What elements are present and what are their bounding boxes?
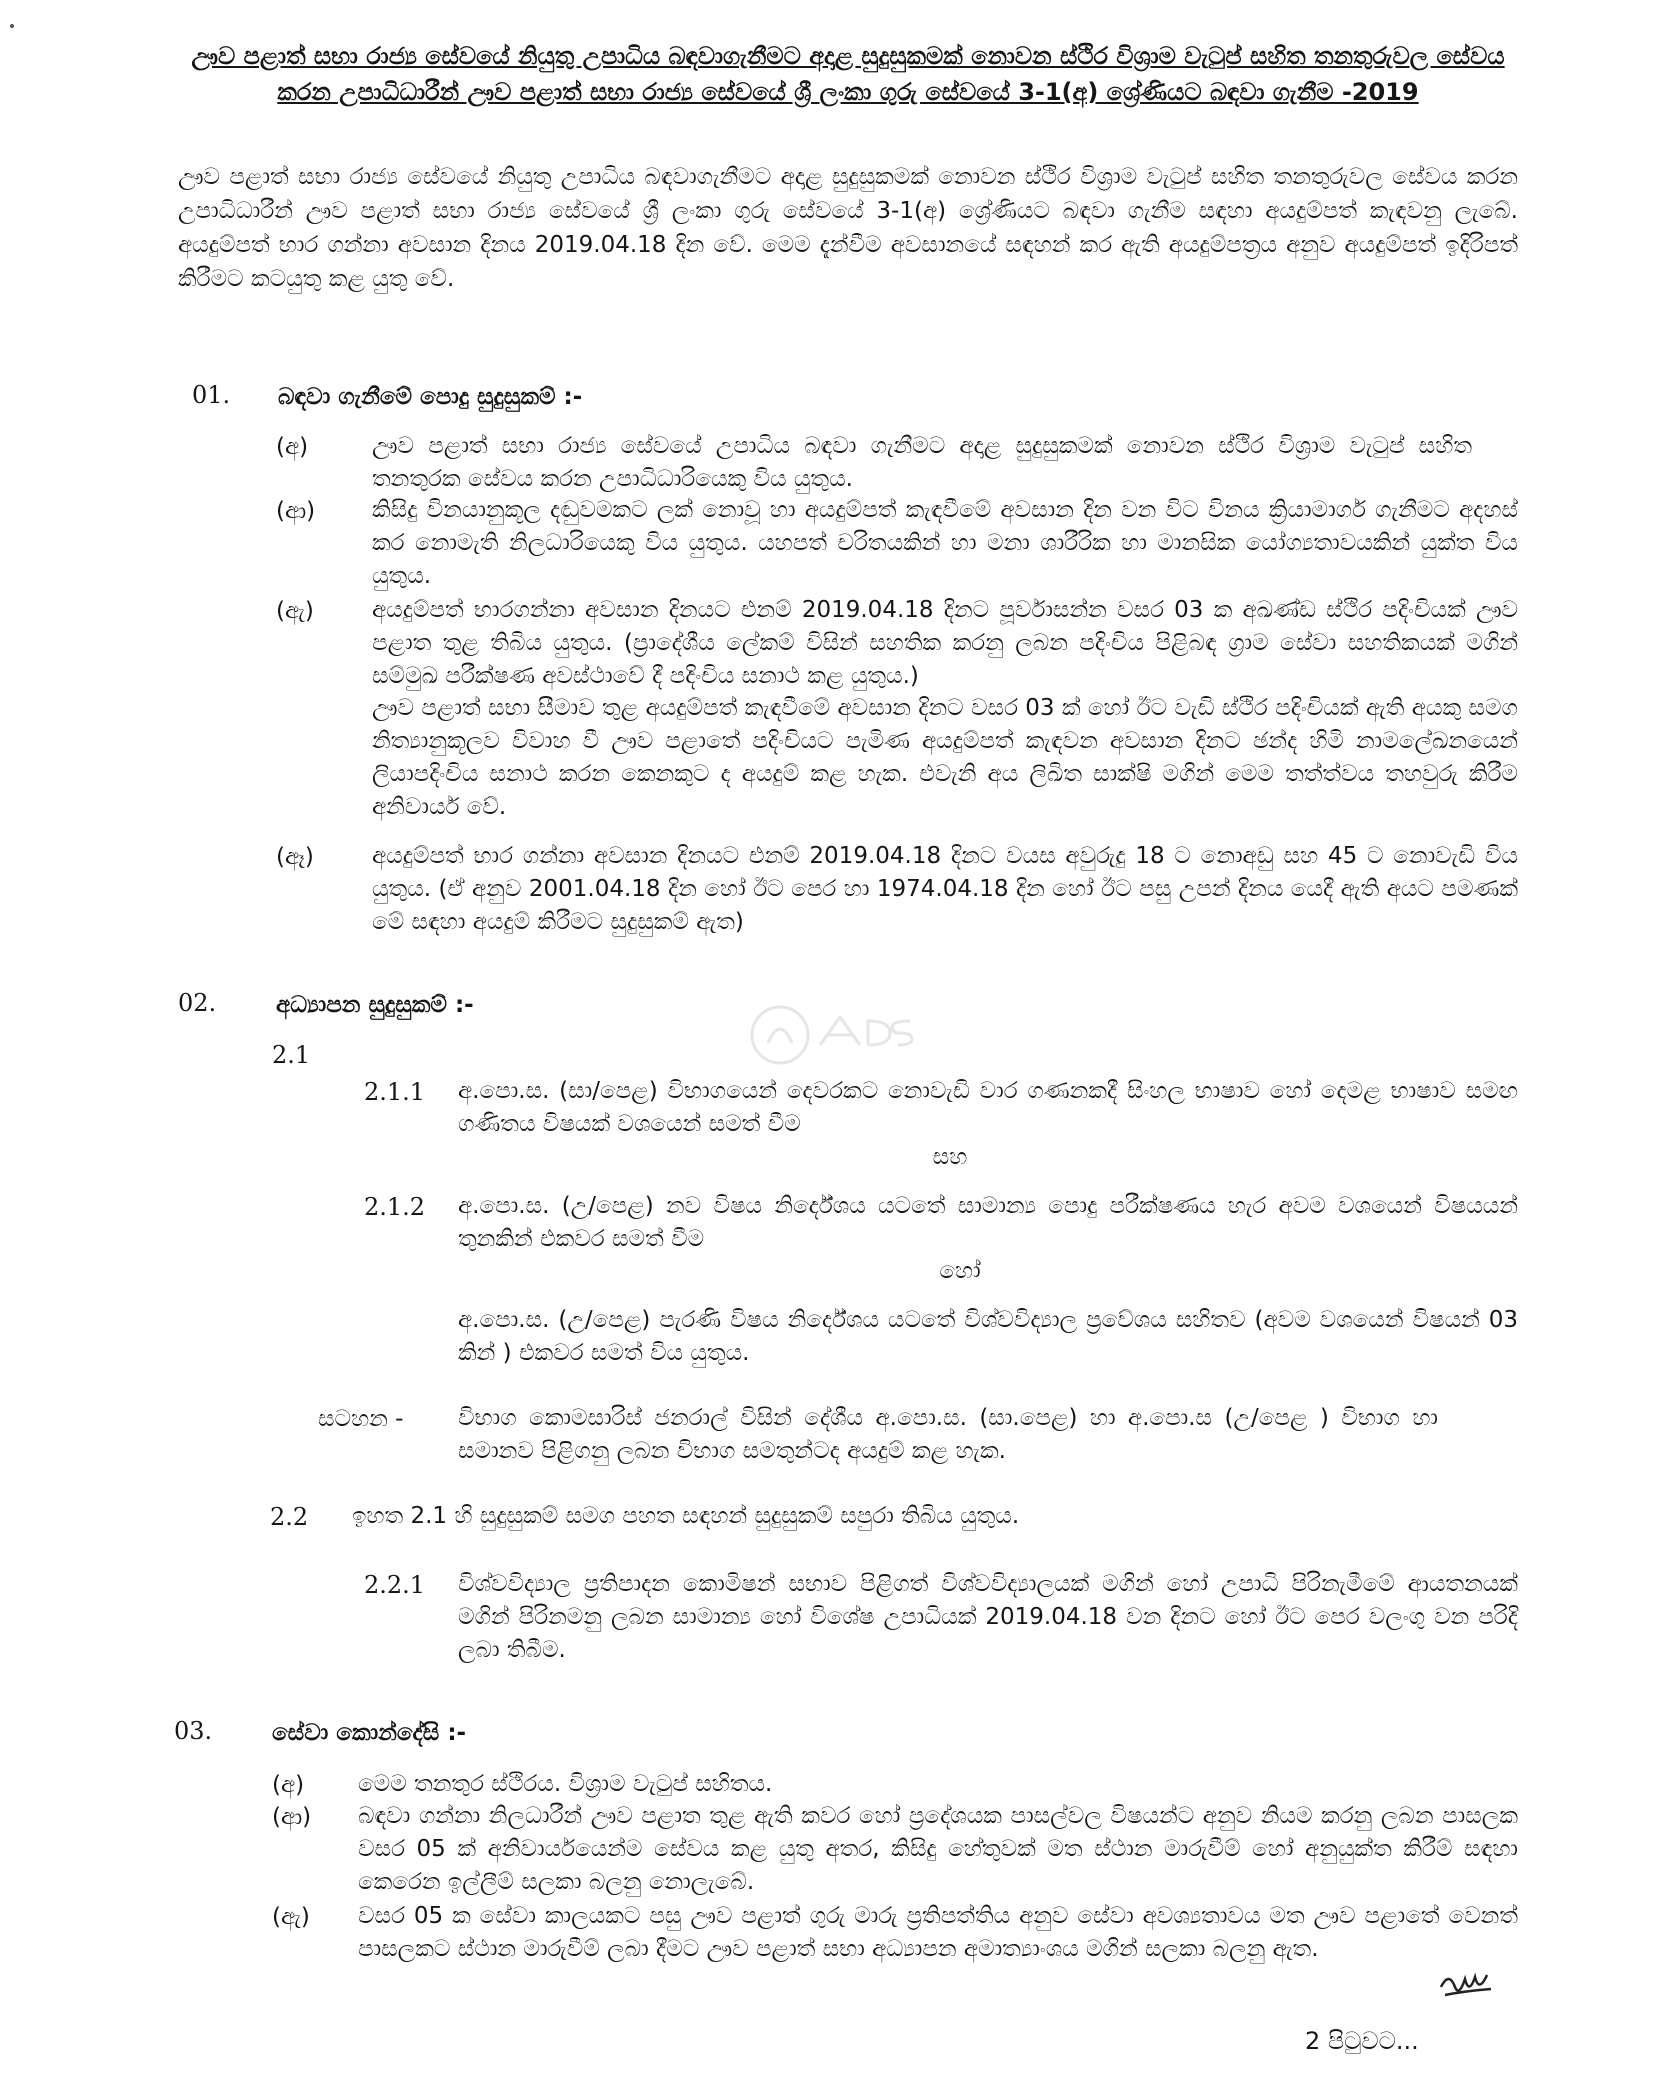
scan-speck-icon: [8, 22, 16, 30]
section-2-number: 02.: [178, 989, 217, 1017]
s1-item-4-text: අයදුම්පත් භාර ගන්නා අවසාන දිනයට එනම් 2019.04.18 දිනට වයස අවුරුදු 18 ට නොඅඩු සහ 45 ට නොවැඩි විය යුතුය. (ඒ අනුව 2001.04.18 දින හෝ ඊට පෙර හා 1974.04.18 දින හෝ ඊට පසු උපන් දිනය යෙදී ඇති අයට පමණක් මේ සඳහා අයදුම් කිරීමට සුදුසුකම් ඇත): [372, 843, 1518, 935]
section-2-heading: අධ්‍යාපන සුදුසුකම් :-: [276, 992, 474, 1018]
item-2-2-1-text: විශ්වවිද්‍යාල ප්‍රතිපාදන කොමිෂන් සභාව පිළිගත් විශ්වවිද්‍යාලයක් මගින් හෝ උපාධි පිරිනැමීමේ ආයතනයක් මගින් පිරිනමනු ලබන සාමාන්‍ය හෝ විශේෂ උපාධියක් 2019.04.18 වන දිනට හෝ ඊට පෙර වලංගු වන පරිදි ලබා තිබීම.: [458, 1571, 1518, 1663]
section-1-heading: බඳවා ගැනීමේ පොදු සුදුසුකම් :-: [278, 384, 583, 410]
item-2-1-2-number: 2.1.2: [364, 1193, 426, 1221]
initials-signature: [1435, 1965, 1495, 2005]
item-2-1-1-number: 2.1.1: [364, 1078, 426, 1106]
item-2-1-2-text: අ.පො.ස. (උ/පෙළ) නව විෂය නිර්දේශය යටතේ සාමාන්‍ය පොදු පරීක්ෂණය හැර අවම වශයෙන් විෂයයන් තුනකින් එකවර සමත් වීම: [458, 1193, 1518, 1252]
section-3-number: 03.: [174, 1717, 213, 1745]
item-2-1-2-alternative-text: අ.පො.ස. (උ/පෙළ) පැරණි විෂය නිර්දේශය යටතේ විශ්වවිද්‍යාල ප්‍රවේශය සහිතව (අවම වශයෙන් විෂයන් 03 කින් ) එකවර සමත් විය යුතුය.: [458, 1307, 1518, 1366]
s1-item-3-text: අයදුම්පත් භාරගන්නා අවසාන දිනයට එනම් 2019.04.18 දිනට පූර්වාසන්න වසර 03 ක අඛණ්ඩ ස්ථිර පදිංචියක් ඌව පළාත තුළ තිබිය යුතුය. (ප්‍රාදේශීය ලේකම් විසින් සහතික කරනු ලබන පදිංචිය පිළිබඳ ග්‍රාම සේවා සහතිකයක් මගින් සම්මුඛ පරීක්ෂණ අවස්ථාවේ දී පදිංචිය සනාථ කළ යුතුය.): [372, 597, 1518, 689]
s1-item-3-text-continued: ඌව පළාත් සභා සීමාව තුළ අයදුම්පත් කැඳවීමේ අවසාන දිනට වසර 03 ක් හෝ ඊට වැඩි ස්ථිර පදිංචියක් ඇති අයකු සමග නිත්‍යානුකූලව විවාහ වී ඌව පළාතේ පදිංචියට පැමිණ අයදුම්පත් කැඳවන අවසාන දිනට ඡන්ද හිමි නාමලේඛනයෙන් ලියාපදිංචිය සනාථ කරන කෙනකුට ද අයදුම් කළ හැක. එවැනි අය ලිඛිත සාක්ෂි මගින් මෙම තත්ත්වය තහවුරු කිරීම අනිවාර්ය වේ.: [372, 695, 1518, 820]
s3-item-2-text: බඳවා ගන්නා නිලධාරීන් ඌව පළාත තුළ ඇති කවර හෝ ප්‍රදේශයක පාසල්වල විෂයන්ට අනුව නියම කරනු ලබන පාසලක වසර 05 ක් අනිවාර්යයෙන්ම සේවය කළ යුතු අතර, කිසිදු හේතුවක් මත ස්ථාන මාරුවීම් හෝ අනුයුක්ත කිරීම් සඳහා කෙරෙන ඉල්ලීම් සලකා බලනු නොලැබේ.: [358, 1803, 1518, 1895]
document-title: ඌව පළාත් සභා රාජ්‍ය සේවයේ නියුතු උපාධිය බඳවාගැනීමට අදාළ සුදුසුකමක් නොවන ස්ථිර විශ්‍රාම වැටුප් සහිත තනතුරුවල සේවය කරන උපාධිධාරීන් ඌව පළාත් සභා රාජ්‍ය සේවයේ ශ්‍රී ලංකා ගුරු සේවයේ 3-1(අ) ශ්‍රේණියට බඳවා ගැනීම -2019: [191, 42, 1505, 106]
s1-item-1-text: ඌව පළාත් සභා රාජ්‍ය සේවයේ උපාධිය බඳවා ගැනීමට අදාළ සුදුසුකමක් නොවන ස්ථිර විශ්‍රාම වැටුප් සහිත තනතුරක සේවය කරන උපාධිධාරියෙකු විය යුතුය.: [372, 433, 1472, 492]
note-label: සටහන -: [318, 1406, 404, 1432]
s3-item-3-text: වසර 05 ක සේවා කාලයකට පසු ඌව පළාත් ගුරු මාරු ප්‍රතිපත්තිය අනුව සේවා අවශ්‍යතාවය මත ඌව පළාතේ වෙනත් පාසලකට ස්ථාන මාරුවීම් ලබා දීමට ඌව පළාත් සභා අධ්‍යාපන අමාත්‍යාංශය මගින් සලකා බලනු ඇත.: [358, 1903, 1518, 1962]
s1-item-4-marker: (ඈ): [276, 844, 314, 870]
watermark-logo: [740, 995, 920, 1075]
s3-item-2-marker: (ආ): [272, 1804, 312, 1830]
section-1-number: 01.: [192, 381, 231, 409]
section-3-heading: සේවා කොන්දේසි :-: [272, 1720, 467, 1746]
note-text: විභාග කොමසාරිස් ජනරාල් විසින් දේශීය අ.පො.ස. (සා.පෙළ) හා අ.පො.ස (උ/පෙළ ) විභාග හා සමානව පිළිගනු ලබන විභාග සමතුන්ටද අයදුම් කළ හැක.: [458, 1405, 1438, 1464]
subsection-2-1: 2.1: [272, 1041, 311, 1069]
conjunction-or: හෝ: [939, 1258, 981, 1284]
item-2-2-1-number: 2.2.1: [364, 1571, 426, 1599]
s1-item-3-marker: (ඇ): [276, 598, 314, 624]
continued-on-page-note: 2 පිටුවට...: [1305, 2027, 1419, 2055]
intro-paragraph: ඌව පළාත් සභා රාජ්‍ය සේවයේ නියුතු උපාධිය බඳවාගැනීමට අදාළ සුදුසුකමක් නොවන ස්ථිර විශ්‍රාම වැටුප් සහිත තනතුරුවල සේවය කරන උපාධිධාරීන් ඌව පළාත් සභා රාජ්‍ය සේවයේ ශ්‍රී ලංකා ගුරු සේවයේ 3-1(අ) ශ්‍රේණියට බඳවා ගැනීම සඳහා අයදුම්පත් කැඳවනු ලැබේ. අයදුම්පත් භාර ගන්නා අවසාන දිනය 2019.04.18 දින වේ. මෙම දැන්වීම අවසානයේ සඳහන් කර ඇති අයදුම්පත්‍රය අනුව අයදුම්පත් ඉදිරිපත් කිරීමට කටයුතු කළ යුතු වේ.: [178, 164, 1518, 292]
conjunction-and: සහ: [932, 1144, 968, 1170]
subsection-2-2-text: ඉහත 2.1 හි සුදුසුකම් සමග පහත සඳහන් සුදුසුකම් සපුරා තිබිය යුතුය.: [352, 1503, 1020, 1529]
s1-item-2-text: කිසිදු විනයානුකූල දඬුවමකට ලක් නොවූ හා අයදුම්පත් කැඳවීමේ අවසාන දින වන විට විනය ක්‍රියාමාර්ග ගැනීමට අදහස් කර නොමැති නිලධාරියෙකු විය යුතුය. යහපත් චරිතයකින් හා මනා ශාරීරික හා මානසික යෝග්‍යතාවයකින් යුක්ත විය යුතුය.: [372, 497, 1518, 589]
subsection-2-2: 2.2: [270, 1503, 309, 1531]
item-2-1-1-text: අ.පො.ස. (සා/පෙළ) විභාගයෙන් දෙවරකට නොවැඩි වාර ගණනකදී සිංහල භාෂාව හෝ දෙමළ භාෂාව සමඟ ගණිතය විෂයක් වශයෙන් සමත් වීම: [458, 1078, 1518, 1137]
s3-item-1-text: මෙම තනතුර ස්ථිරය. විශ්‍රාම වැටුප් සහිතය.: [358, 1771, 773, 1797]
s3-item-1-marker: (අ): [272, 1772, 305, 1798]
s3-item-3-marker: (ඇ): [272, 1904, 310, 1930]
s1-item-1-marker: (අ): [276, 434, 309, 460]
s1-item-2-marker: (ආ): [276, 498, 316, 524]
